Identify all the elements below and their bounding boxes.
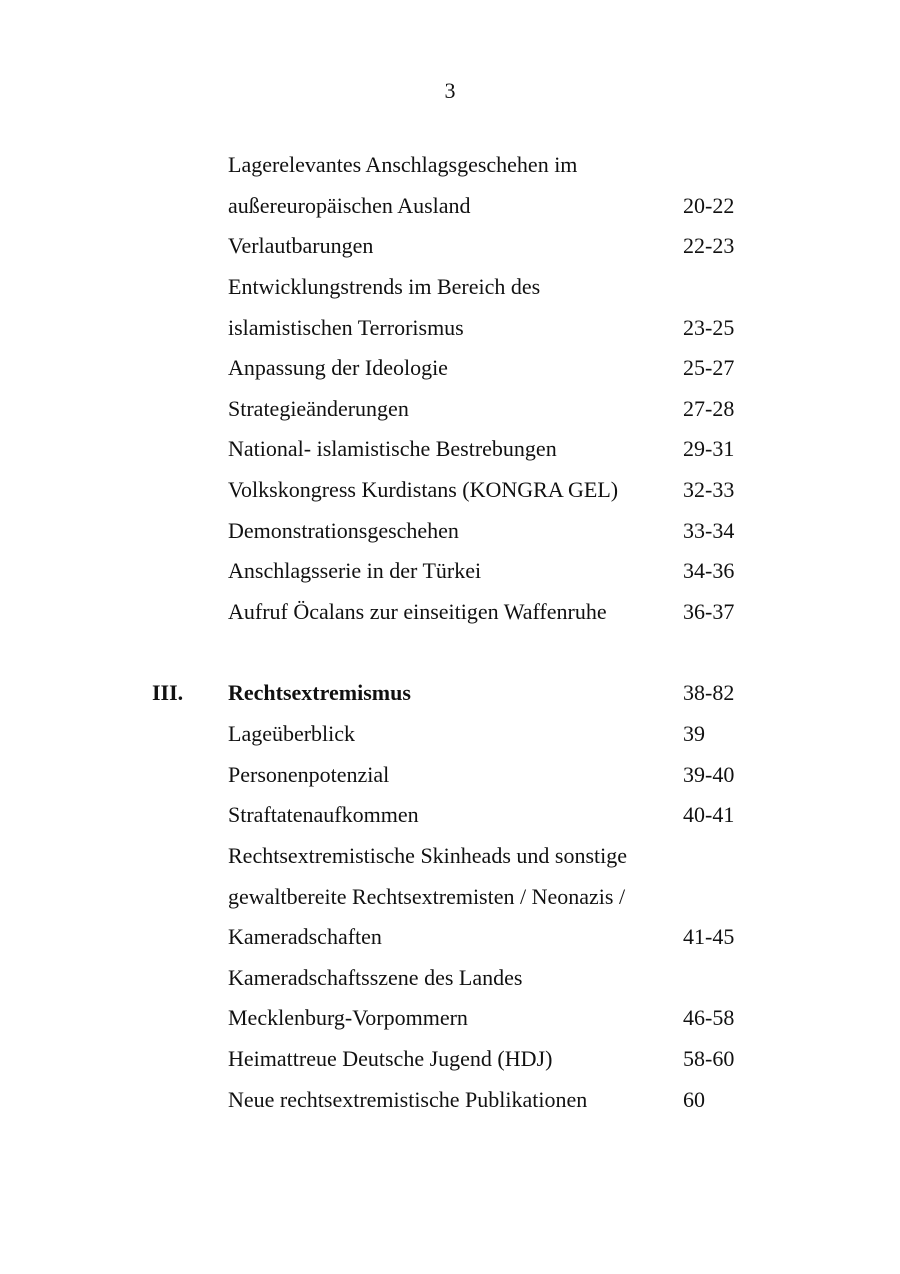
toc-entry <box>0 877 900 918</box>
toc-entry <box>0 1039 900 1080</box>
toc-entry-title: Strategieänderungen <box>228 395 409 421</box>
toc-entry <box>0 795 900 836</box>
toc-entry-title: islamistischen Terrorismus <box>228 314 464 340</box>
toc-entry-title: Verlautbarungen <box>228 233 374 259</box>
toc-entry <box>0 1080 900 1121</box>
toc-entry <box>0 755 900 796</box>
toc-entry <box>0 551 900 592</box>
toc-entry-title: Anpassung der Ideologie <box>228 355 448 381</box>
table-of-contents <box>0 145 900 1120</box>
toc-page-range: 33-34 <box>683 517 735 543</box>
toc-entry-title: Kameradschaftsszene des Landes <box>228 964 523 990</box>
toc-entry-title: Straftatenaufkommen <box>228 802 419 828</box>
toc-page-range: 58-60 <box>683 1046 735 1072</box>
toc-entry <box>0 998 900 1039</box>
toc-entry <box>0 267 900 308</box>
toc-entry-title: Lageüberblick <box>228 720 356 746</box>
toc-entry <box>0 673 900 714</box>
toc-entry <box>0 836 900 877</box>
section-number: III. <box>152 680 184 706</box>
toc-entry <box>0 470 900 511</box>
toc-entry-title: Aufruf Öcalans zur einseitigen Waffenruhe <box>228 599 607 625</box>
toc-entry-title: Heimattreue Deutsche Jugend (HDJ) <box>228 1046 553 1072</box>
toc-page-range: 29-31 <box>683 436 735 462</box>
toc-page-range: 32-33 <box>683 477 735 503</box>
toc-entry <box>0 186 900 227</box>
toc-entry-title: Rechtsextremistische Skinheads und sonstige <box>228 842 627 868</box>
toc-page-range: 22-23 <box>683 233 735 259</box>
toc-entry <box>0 145 900 186</box>
toc-entry-title: Anschlagsserie in der Türkei <box>228 558 482 584</box>
toc-page-range: 27-28 <box>683 395 735 421</box>
toc-entry-title: Kameradschaften <box>228 924 382 950</box>
toc-entry-title: Lagerelevantes Anschlagsgeschehen im <box>228 152 578 177</box>
toc-page-range: 46-58 <box>683 1005 735 1031</box>
toc-spacer <box>0 633 900 674</box>
toc-page-range: 39-40 <box>683 761 735 787</box>
toc-entry-title: Personenpotenzial <box>228 761 390 787</box>
page-number: 3 <box>444 78 456 103</box>
toc-entry <box>0 511 900 552</box>
toc-entry-title: Demonstrationsgeschehen <box>228 517 459 543</box>
toc-page-range: 38-82 <box>683 680 735 706</box>
toc-entry <box>0 348 900 389</box>
toc-page-range: 34-36 <box>683 558 735 584</box>
toc-entry-title: außereuropäischen Ausland <box>228 192 471 218</box>
toc-entry <box>0 714 900 755</box>
toc-page-range: 39 <box>683 720 705 746</box>
toc-entry <box>0 917 900 958</box>
toc-entry <box>0 308 900 349</box>
toc-page-range: 20-22 <box>683 192 735 218</box>
toc-page-range: 25-27 <box>683 355 735 381</box>
section-title: Rechtsextremismus <box>228 680 411 706</box>
toc-page-range: 23-25 <box>683 314 735 340</box>
toc-page-range: 41-45 <box>683 924 735 950</box>
toc-entry-title: Mecklenburg-Vorpommern <box>228 1005 468 1031</box>
toc-entry-title: Neue rechtsextremistische Publikationen <box>228 1086 588 1112</box>
toc-entry <box>0 958 900 999</box>
toc-entry-title: gewaltbereite Rechtsextremisten / Neonazis / <box>228 883 626 909</box>
toc-page-range: 40-41 <box>683 802 735 828</box>
toc-entry <box>0 226 900 267</box>
toc-entry <box>0 592 900 633</box>
toc-entry <box>0 389 900 430</box>
toc-entry-title: Volkskongress Kurdistans (KONGRA GEL) <box>228 477 619 503</box>
toc-entry <box>0 429 900 470</box>
toc-entry-title: National- islamistische Bestrebungen <box>228 436 557 462</box>
toc-entry-title: Entwicklungstrends im Bereich des <box>228 273 541 299</box>
toc-page-range: 60 <box>683 1086 705 1112</box>
toc-page-range: 36-37 <box>683 599 735 625</box>
